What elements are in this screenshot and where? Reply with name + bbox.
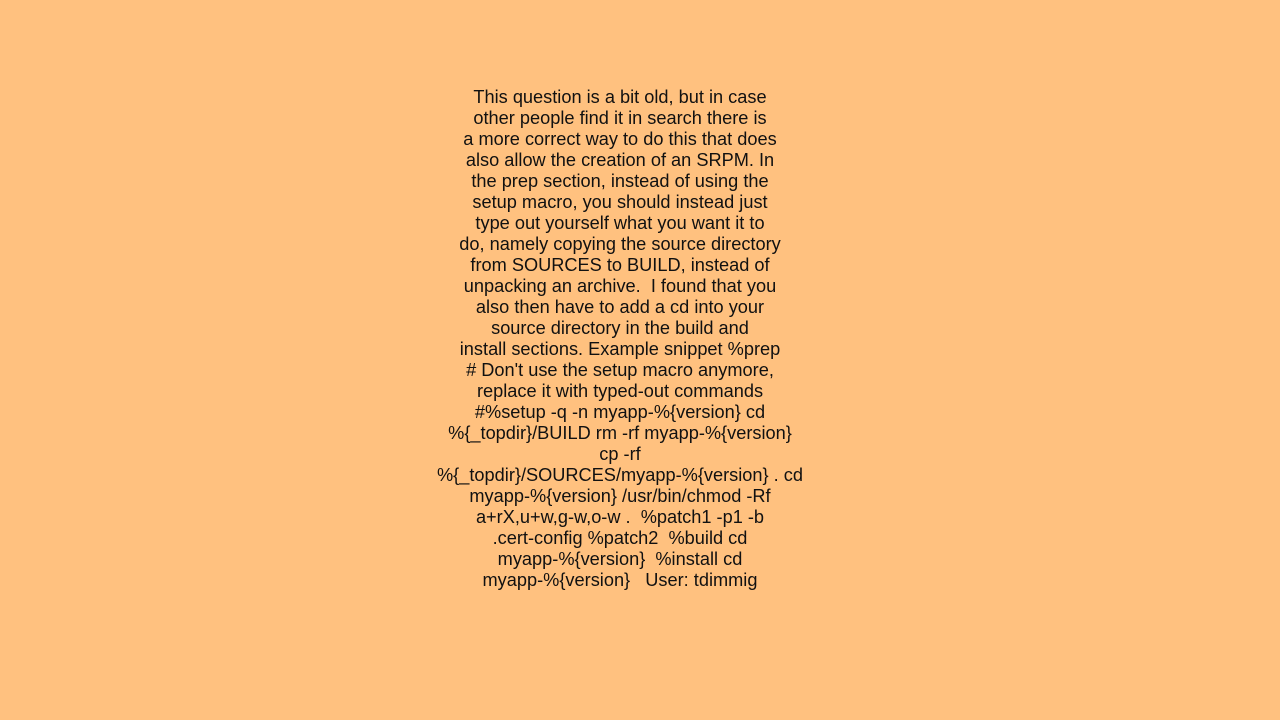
text-line: cp -rf [599, 444, 641, 464]
text-line: # Don't use the setup macro anymore, [466, 360, 774, 380]
text-line: install sections. Example snippet %prep [459, 339, 781, 359]
text-line: a more correct way to do this that does [463, 129, 777, 149]
text-line: do, namely copying the source directory [459, 234, 781, 254]
text-line: myapp-%{version} /usr/bin/chmod -Rf [469, 486, 771, 506]
text-line: myapp-%{version} %install cd [497, 549, 743, 569]
text-line: other people find it in search there is [473, 108, 767, 128]
text-line: also then have to add a cd into your [475, 297, 765, 317]
text-line: setup macro, you should instead just [472, 192, 768, 212]
text-line: unpacking an archive. I found that you [463, 276, 777, 296]
text-line: type out yourself what you want it to [475, 213, 765, 233]
text-line: replace it with typed-out commands [476, 381, 764, 401]
text-line: the prep section, instead of using the [471, 171, 769, 191]
text-line: also allow the creation of an SRPM. In [465, 150, 775, 170]
text-line: This question is a bit old, but in case [473, 87, 767, 107]
text-line: myapp-%{version} User: tdimmig [482, 570, 758, 590]
text-line: %{_topdir}/SOURCES/myapp-%{version} . cd [437, 465, 803, 485]
text-line: from SOURCES to BUILD, instead of [470, 255, 770, 275]
text-line: #%setup -q -n myapp-%{version} cd [474, 402, 766, 422]
text-line: .cert-config %patch2 %build cd [492, 528, 748, 548]
text-line: %{_topdir}/BUILD rm -rf myapp-%{version} [448, 423, 792, 443]
answer-text-block [430, 87, 810, 591]
text-line: a+rX,u+w,g-w,o-w . %patch1 -p1 -b [475, 507, 765, 527]
text-line: source directory in the build and [491, 318, 749, 338]
